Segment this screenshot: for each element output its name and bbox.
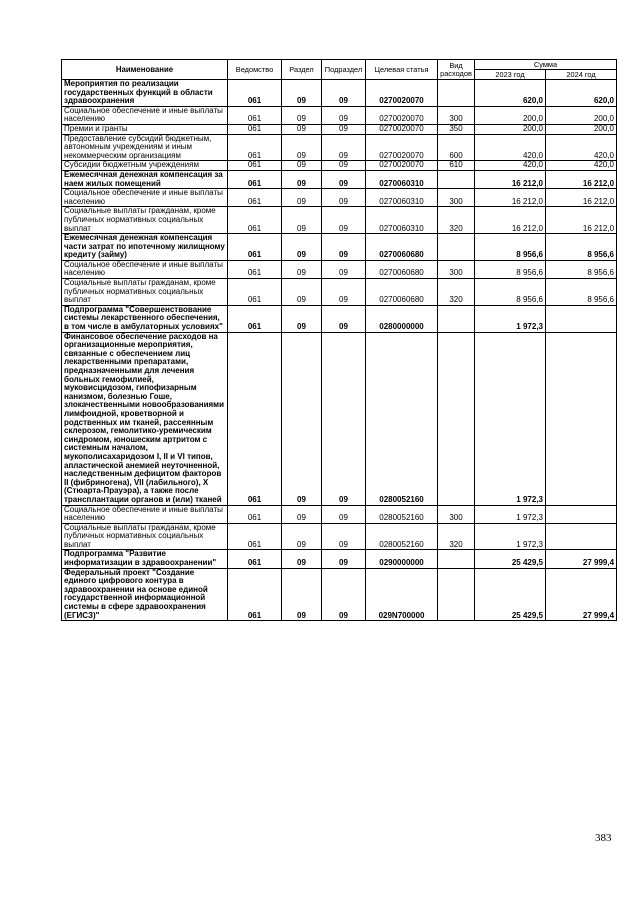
cell-vedomstvo: 061 [228, 106, 282, 124]
cell-vedomstvo: 061 [228, 505, 282, 523]
cell-name: Субсидии бюджетным учреждениям [62, 161, 228, 171]
cell-name: Социальные выплаты гражданам, кроме публичных нормативных социальных выплат [62, 279, 228, 306]
cell-podrazdel: 09 [322, 189, 366, 207]
cell-name: Мероприятия по реализации государственных функций в области здравоохранения [62, 80, 228, 107]
table-row [62, 568, 617, 621]
cell-razdel: 09 [282, 161, 322, 171]
cell-sum-2023: 200,0 [475, 124, 546, 134]
cell-sum-2023: 200,0 [475, 106, 546, 124]
cell-name: Подпрограмма "Совершенствование системы лекарственного обеспечения, в том числе в амбулаторных условиях" [62, 305, 228, 332]
cell-sum-2024: 27 999,4 [546, 550, 617, 568]
cell-name: Социальное обеспечение и иные выплаты населению [62, 505, 228, 523]
cell-sum-2023: 1 972,3 [475, 505, 546, 523]
cell-vedomstvo: 061 [228, 189, 282, 207]
table-row [62, 124, 617, 134]
cell-name: Социальные выплаты гражданам, кроме публичных нормативных социальных выплат [62, 207, 228, 234]
cell-target-article: 029N700000 [366, 568, 438, 621]
table-row [62, 305, 617, 332]
cell-vedomstvo: 061 [228, 279, 282, 306]
cell-podrazdel: 09 [322, 332, 366, 505]
cell-razdel: 09 [282, 568, 322, 621]
cell-sum-2024: 27 999,4 [546, 568, 617, 621]
cell-razdel: 09 [282, 207, 322, 234]
cell-expense-type [438, 550, 475, 568]
cell-sum-2024: 8 956,6 [546, 279, 617, 306]
table-row [62, 550, 617, 568]
cell-expense-type: 320 [438, 207, 475, 234]
cell-target-article: 0270020070 [366, 106, 438, 124]
cell-razdel: 09 [282, 279, 322, 306]
cell-name: Социальное обеспечение и иные выплаты населению [62, 106, 228, 124]
cell-razdel: 09 [282, 234, 322, 261]
cell-expense-type [438, 568, 475, 621]
cell-sum-2024 [546, 523, 617, 550]
cell-sum-2023: 1 972,3 [475, 305, 546, 332]
cell-target-article: 0270060310 [366, 170, 438, 188]
cell-target-article: 0290000000 [366, 550, 438, 568]
cell-razdel: 09 [282, 505, 322, 523]
cell-expense-type [438, 234, 475, 261]
cell-target-article: 0270060680 [366, 234, 438, 261]
cell-name: Социальные выплаты гражданам, кроме публичных нормативных социальных выплат [62, 523, 228, 550]
header-name: Наименование [62, 60, 228, 80]
cell-expense-type [438, 332, 475, 505]
cell-expense-type: 320 [438, 279, 475, 306]
cell-expense-type: 300 [438, 260, 475, 278]
cell-expense-type: 300 [438, 189, 475, 207]
cell-expense-type: 300 [438, 505, 475, 523]
table-row [62, 505, 617, 523]
cell-sum-2023: 25 429,5 [475, 550, 546, 568]
cell-sum-2023: 1 972,3 [475, 332, 546, 505]
cell-expense-type [438, 305, 475, 332]
table-row [62, 279, 617, 306]
cell-name: Федеральный проект "Создание единого цифрового контура в здравоохранении на основе единой государственной информационной системы в сфере здравоохранения (ЕГИСЗ)" [62, 568, 228, 621]
cell-razdel: 09 [282, 80, 322, 107]
cell-target-article: 0270020070 [366, 161, 438, 171]
table-row [62, 106, 617, 124]
cell-target-article: 0270060310 [366, 207, 438, 234]
cell-target-article: 0270060680 [366, 260, 438, 278]
cell-razdel: 09 [282, 124, 322, 134]
table-row [62, 134, 617, 161]
cell-sum-2024: 420,0 [546, 134, 617, 161]
cell-podrazdel: 09 [322, 550, 366, 568]
cell-expense-type [438, 80, 475, 107]
table-row [62, 234, 617, 261]
cell-sum-2024 [546, 332, 617, 505]
cell-vedomstvo: 061 [228, 234, 282, 261]
cell-sum-2023: 16 212,0 [475, 170, 546, 188]
table-row [62, 207, 617, 234]
cell-name: Ежемесячная денежная компенсация за наем жилых помещений [62, 170, 228, 188]
cell-target-article: 0270020070 [366, 124, 438, 134]
cell-podrazdel: 09 [322, 161, 366, 171]
cell-podrazdel: 09 [322, 207, 366, 234]
cell-sum-2024: 200,0 [546, 124, 617, 134]
cell-sum-2024: 8 956,6 [546, 260, 617, 278]
cell-podrazdel: 09 [322, 523, 366, 550]
cell-vedomstvo: 061 [228, 124, 282, 134]
cell-razdel: 09 [282, 260, 322, 278]
table-body [62, 80, 617, 621]
cell-sum-2024: 16 212,0 [546, 207, 617, 234]
cell-sum-2023: 420,0 [475, 134, 546, 161]
cell-expense-type: 600 [438, 134, 475, 161]
cell-vedomstvo: 061 [228, 161, 282, 171]
cell-sum-2024: 200,0 [546, 106, 617, 124]
cell-target-article: 0270060680 [366, 279, 438, 306]
cell-target-article: 0280000000 [366, 305, 438, 332]
cell-sum-2024: 420,0 [546, 161, 617, 171]
cell-target-article: 0270020070 [366, 134, 438, 161]
header-podrazdel: Подраздел [322, 60, 366, 80]
cell-razdel: 09 [282, 106, 322, 124]
header-year-2023: 2023 год [475, 70, 546, 80]
cell-podrazdel: 09 [322, 279, 366, 306]
cell-target-article: 0270020070 [366, 80, 438, 107]
cell-sum-2023: 16 212,0 [475, 189, 546, 207]
cell-expense-type [438, 170, 475, 188]
cell-target-article: 0280052160 [366, 332, 438, 505]
cell-podrazdel: 09 [322, 505, 366, 523]
header-vedomstvo: Ведомство [228, 60, 282, 80]
cell-sum-2024: 8 956,6 [546, 234, 617, 261]
table-row [62, 170, 617, 188]
cell-sum-2024: 16 212,0 [546, 170, 617, 188]
cell-sum-2023: 620,0 [475, 80, 546, 107]
cell-target-article: 0270060310 [366, 189, 438, 207]
cell-sum-2023: 25 429,5 [475, 568, 546, 621]
cell-sum-2023: 8 956,6 [475, 234, 546, 261]
cell-target-article: 0280052160 [366, 505, 438, 523]
cell-razdel: 09 [282, 332, 322, 505]
cell-podrazdel: 09 [322, 260, 366, 278]
cell-podrazdel: 09 [322, 106, 366, 124]
cell-podrazdel: 09 [322, 170, 366, 188]
cell-name: Подпрограмма "Развитие информатизации в здравоохранении" [62, 550, 228, 568]
cell-sum-2024: 620,0 [546, 80, 617, 107]
header-expense-type: Вид расходов [438, 60, 475, 80]
cell-sum-2023: 1 972,3 [475, 523, 546, 550]
cell-expense-type: 300 [438, 106, 475, 124]
table-row [62, 260, 617, 278]
cell-name: Финансовое обеспечение расходов на организационные мероприятия, связанные с обеспечением лиц лекарственными препаратами, предназначенными для лечения больных гемофилией, муковисцидозом, гипофизарным нанизмом, болезнью Гоше, злокачественными новообразованиями лимфоидной, кроветворной и родственных им тканей, рассеянным склерозом, гемолитико-уремическим синдромом, юношеским артритом с системным началом, мукополисахаридозом I, II и VI типов, апластической анемией неуточненной, наследственным дефицитом факторов II (фибриногена), VII (лабильного), X (Стюарта-Прауэра), а также после трансплантации органов и (или) тканей [62, 332, 228, 505]
cell-podrazdel: 09 [322, 134, 366, 161]
cell-podrazdel: 09 [322, 124, 366, 134]
table-row [62, 161, 617, 171]
header-sum: Сумма [475, 60, 617, 70]
cell-name: Социальное обеспечение и иные выплаты населению [62, 260, 228, 278]
cell-vedomstvo: 061 [228, 332, 282, 505]
cell-podrazdel: 09 [322, 568, 366, 621]
cell-vedomstvo: 061 [228, 260, 282, 278]
cell-razdel: 09 [282, 523, 322, 550]
cell-vedomstvo: 061 [228, 550, 282, 568]
cell-podrazdel: 09 [322, 80, 366, 107]
cell-podrazdel: 09 [322, 305, 366, 332]
cell-target-article: 0280052160 [366, 523, 438, 550]
table-row [62, 80, 617, 107]
cell-name: Предоставление субсидий бюджетным, автономным учреждениям и иным некоммерческим организациям [62, 134, 228, 161]
cell-sum-2024: 16 212,0 [546, 189, 617, 207]
cell-vedomstvo: 061 [228, 305, 282, 332]
header-year-2024: 2024 год [546, 70, 617, 80]
header-target-article: Целевая статья [366, 60, 438, 80]
header-razdel: Раздел [282, 60, 322, 80]
cell-vedomstvo: 061 [228, 170, 282, 188]
cell-name: Ежемесячная денежная компенсация части затрат по ипотечному жилищному кредиту (займу) [62, 234, 228, 261]
cell-razdel: 09 [282, 550, 322, 568]
cell-sum-2023: 16 212,0 [475, 207, 546, 234]
cell-name: Премии и гранты [62, 124, 228, 134]
cell-vedomstvo: 061 [228, 523, 282, 550]
table-row [62, 189, 617, 207]
cell-razdel: 09 [282, 170, 322, 188]
cell-sum-2023: 420,0 [475, 161, 546, 171]
cell-razdel: 09 [282, 134, 322, 161]
cell-sum-2023: 8 956,6 [475, 260, 546, 278]
cell-name: Социальное обеспечение и иные выплаты населению [62, 189, 228, 207]
cell-vedomstvo: 061 [228, 80, 282, 107]
cell-razdel: 09 [282, 305, 322, 332]
cell-vedomstvo: 061 [228, 207, 282, 234]
cell-expense-type: 350 [438, 124, 475, 134]
cell-expense-type: 610 [438, 161, 475, 171]
page-number: 383 [595, 832, 612, 844]
cell-sum-2024 [546, 305, 617, 332]
cell-vedomstvo: 061 [228, 134, 282, 161]
cell-sum-2024 [546, 505, 617, 523]
cell-expense-type: 320 [438, 523, 475, 550]
cell-podrazdel: 09 [322, 234, 366, 261]
cell-razdel: 09 [282, 189, 322, 207]
table-row [62, 332, 617, 505]
cell-sum-2023: 8 956,6 [475, 279, 546, 306]
budget-table [61, 59, 617, 621]
cell-vedomstvo: 061 [228, 568, 282, 621]
table-row [62, 523, 617, 550]
